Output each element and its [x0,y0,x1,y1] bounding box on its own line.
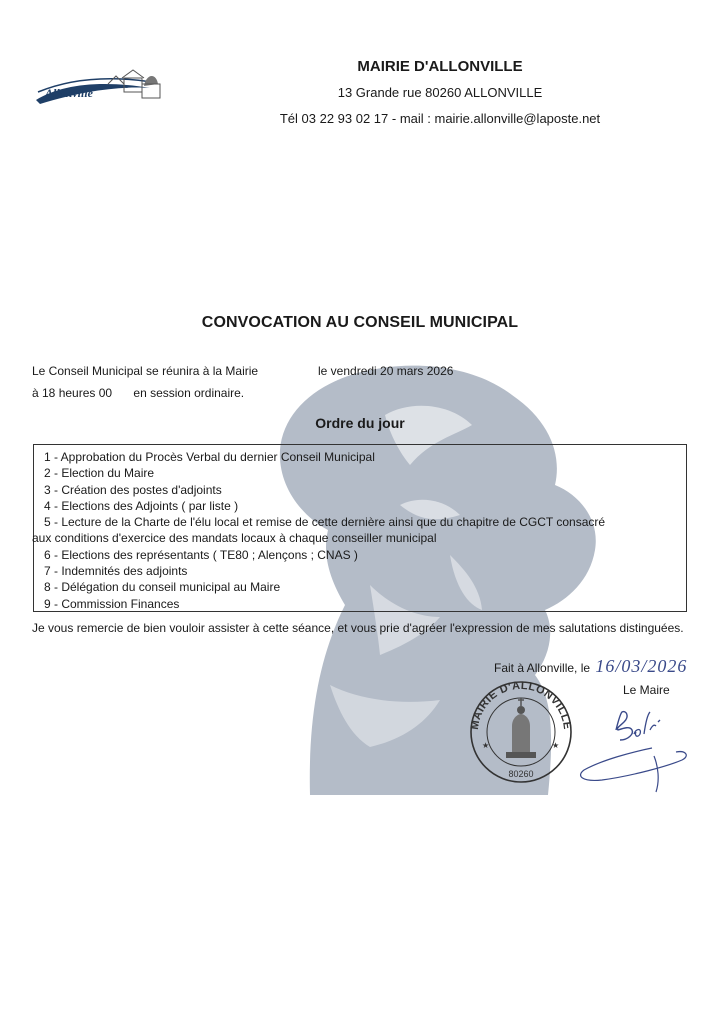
official-stamp [460,674,582,786]
agenda-item: 7 - Indemnités des adjoints [44,564,188,579]
agenda-item-continuation: aux conditions d'exercice des mandats locaux à chaque conseiller municipal [32,531,437,546]
agenda-box [33,444,687,612]
meeting-session: en session ordinaire. [133,386,245,400]
intro-line-2 [32,386,244,400]
mairie-address: 13 Grande rue 80260 ALLONVILLE [337,85,543,100]
svg-text:★: ★ [552,741,560,750]
intro-text: Le Conseil Municipal se réunira à la Mairie [32,364,259,378]
agenda-item: 9 - Commission Finances [44,596,180,611]
agenda-item: 6 - Elections des représentants ( TE80 ; Alençons ; CNAS ) [44,547,358,562]
mairie-contact: Tél 03 22 93 02 17 - mail : mairie.allonville@laposte.net [279,111,601,126]
allonville-logo [32,64,172,110]
signatory-title: Le Maire [623,683,670,697]
mayor-signature [572,700,712,800]
agenda-item: 8 - Délégation du conseil municipal au Maire [44,580,281,595]
svg-text:★: ★ [482,741,490,750]
fait-a-label: Fait à Allonville, le [494,661,591,675]
agenda-item: 4 - Elections des Adjoints ( par liste ) [44,498,239,513]
agenda-item: 2 - Election du Maire [44,466,155,481]
meeting-time: à 18 heures 00 [32,386,113,400]
stamp-top-text: MAIRIE D'ALLONVILLE [468,679,574,731]
letterhead [240,56,640,130]
agenda-item: 3 - Création des postes d'adjoints [44,482,222,497]
handwritten-date: 16/03/2026 [595,656,688,676]
intro-line-1 [32,364,454,378]
meeting-date: le vendredi 20 mars 2026 [318,364,454,378]
agenda-item: 1 - Approbation du Procès Verbal du dernier Conseil Municipal [44,450,375,464]
mairie-name: MAIRIE D'ALLONVILLE [357,58,523,75]
agenda-title: Ordre du jour [315,415,405,431]
closing-text: Je vous remercie de bien vouloir assister à cette séance, et vous prie d'agréer l'expression de mes salutations distinguées. [32,621,684,635]
document-title: CONVOCATION AU CONSEIL MUNICIPAL [201,314,519,331]
stamp-bottom-text: 80260 [508,769,534,779]
agenda-item: 5 - Lecture de la Charte de l'élu local et remise de cette dernière ainsi que du chapitre de CGCT consacré [44,515,606,530]
logo-text: Allonville [45,86,93,100]
